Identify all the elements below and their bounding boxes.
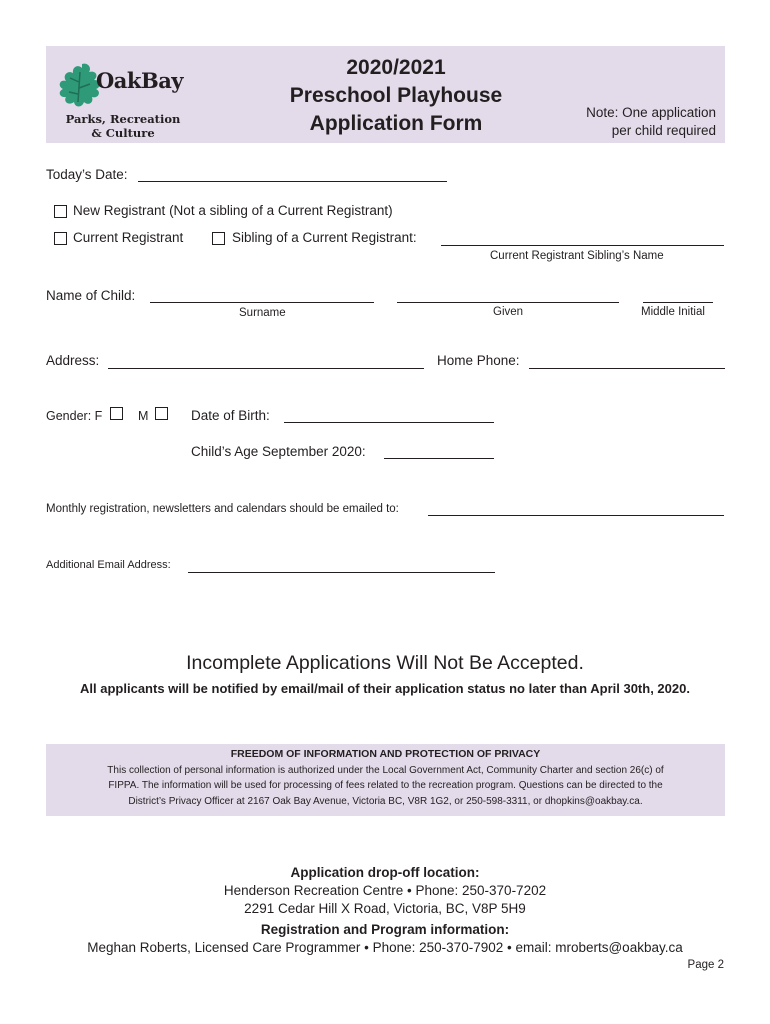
application-note (586, 104, 716, 140)
logo-sub-line-2: & Culture (91, 126, 155, 140)
todays-date-label: Today’s Date: (46, 167, 128, 182)
gender-male-checkbox[interactable] (155, 407, 168, 420)
new-registrant-text: New Registrant (73, 203, 166, 218)
child-age-field[interactable] (384, 458, 494, 459)
monthly-email-field[interactable] (428, 515, 724, 516)
current-registrant-label: Current Registrant (73, 230, 184, 245)
privacy-line-3: District’s Privacy Officer at 2167 Oak Bay Avenue, Victoria BC, V8R 1G2, or 250-598-3311, or dhopkins@oakbay.ca. (128, 795, 643, 807)
monthly-email-label: Monthly registration, newsletters and calendars should be emailed to: (46, 503, 399, 515)
notification-notice: All applicants will be notified by email/mail of their application status no later than April 30th, 2020. (80, 681, 690, 696)
dob-label: Date of Birth: (191, 408, 270, 423)
address-field[interactable] (108, 368, 424, 369)
home-phone-label: Home Phone: (437, 353, 520, 368)
registration-contact: Meghan Roberts, Licensed Care Programmer • Phone: 250-370-7902 • email: mroberts@oakbay.ca (87, 940, 683, 955)
dob-field[interactable] (284, 422, 494, 423)
address-label: Address: (46, 353, 100, 368)
logo-title: OakBay (96, 68, 184, 93)
new-registrant-checkbox[interactable] (54, 205, 67, 218)
page-number: Page 2 (687, 959, 724, 971)
dropoff-heading: Application drop-off location: (290, 865, 480, 880)
name-of-child-label: Name of Child: (46, 288, 136, 303)
privacy-heading: FREEDOM OF INFORMATION AND PROTECTION OF PRIVACY (230, 748, 541, 760)
surname-field[interactable] (150, 302, 374, 303)
sibling-name-caption: Current Registrant Sibling’s Name (490, 250, 664, 262)
given-caption: Given (493, 306, 524, 318)
sibling-name-field[interactable] (441, 245, 724, 246)
privacy-box (46, 744, 725, 816)
privacy-line-2: FIPPA. The information will be used for processing of fees related to the recreation program. Questions can be directed to the (108, 780, 663, 791)
dropoff-line-1: Henderson Recreation Centre • Phone: 250-370-7202 (223, 883, 547, 898)
oak-bay-logo (52, 54, 182, 138)
additional-email-field[interactable] (188, 572, 495, 573)
gender-male-label: M (138, 409, 149, 423)
logo-sub-line-1: Parks, Recreation (65, 112, 181, 126)
additional-email-label: Additional Email Address: (46, 559, 171, 571)
title-year: 2020/2021 (346, 56, 446, 79)
given-name-field[interactable] (397, 302, 619, 303)
gender-label: Gender: F (46, 409, 103, 423)
new-registrant-label (73, 203, 393, 218)
header-banner (46, 46, 725, 143)
middle-initial-field[interactable] (643, 302, 713, 303)
surname-caption: Surname (239, 307, 286, 319)
privacy-line-1: This collection of personal information is authorized under the Local Government Act, Community Charter and section 26(c) of (107, 764, 664, 776)
registration-heading: Registration and Program information: (260, 922, 510, 937)
home-phone-field[interactable] (529, 368, 725, 369)
sibling-checkbox[interactable] (212, 232, 225, 245)
child-age-label: Child’s Age September 2020: (191, 444, 366, 459)
todays-date-field[interactable] (138, 181, 447, 182)
new-registrant-note: (Not a sibling of a Current Registrant) (169, 203, 393, 218)
title-program: Preschool Playhouse (289, 84, 503, 107)
middle-initial-caption: Middle Initial (641, 306, 705, 318)
sibling-label: Sibling of a Current Registrant: (232, 230, 417, 245)
note-line-2: per child required (611, 123, 716, 138)
current-registrant-checkbox[interactable] (54, 232, 67, 245)
note-line-1: Note: One application (586, 105, 716, 120)
title-form: Application Form (309, 112, 483, 135)
logo-subtitle (58, 112, 188, 140)
gender-female-checkbox[interactable] (110, 407, 123, 420)
form-title (226, 54, 566, 138)
dropoff-line-2: 2291 Cedar Hill X Road, Victoria, BC, V8P 5H9 (244, 901, 526, 916)
incomplete-notice: Incomplete Applications Will Not Be Accepted. (186, 652, 584, 674)
